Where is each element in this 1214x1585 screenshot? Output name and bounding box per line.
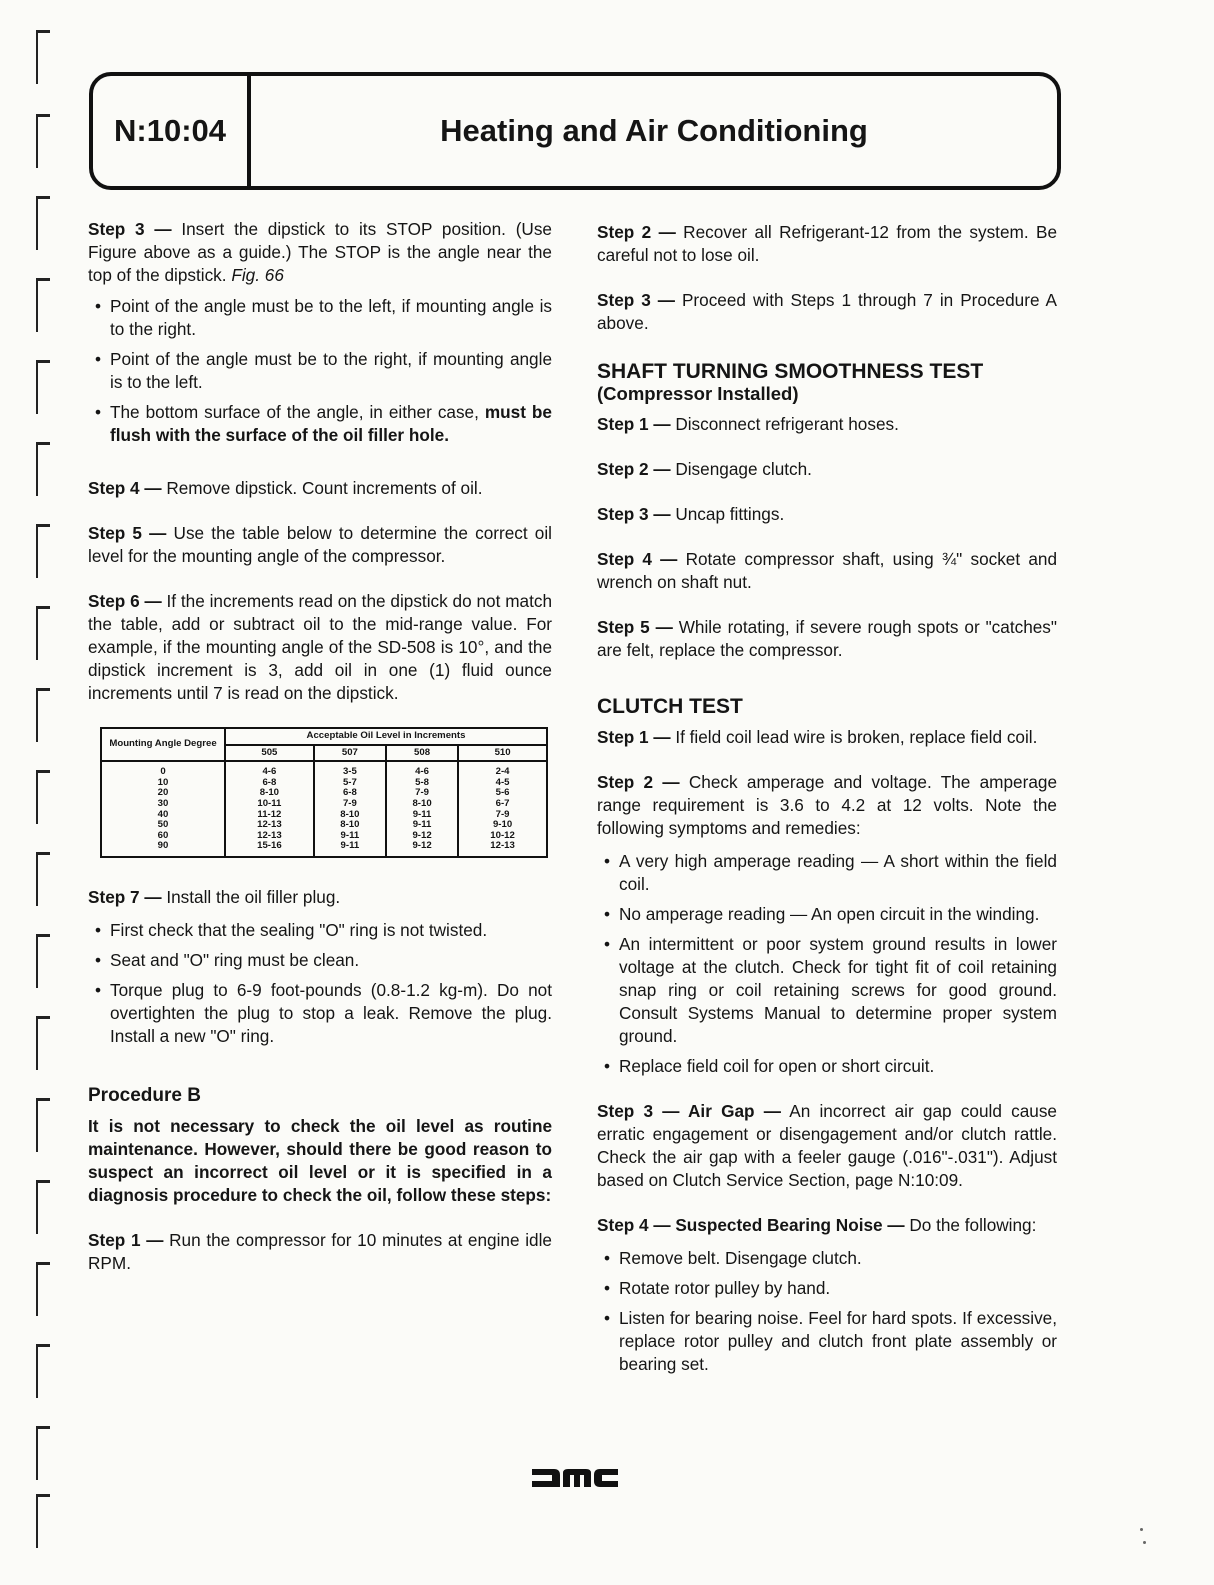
table-cell: 9-11 xyxy=(340,829,360,841)
step-3-paragraph xyxy=(88,218,552,287)
list-item: • First check that the sealing "O" ring is not twisted. xyxy=(88,919,552,942)
scan-speck xyxy=(1143,1541,1146,1544)
bullet-emphasis: must be flush with the surface of the oil filler hole. xyxy=(110,402,552,445)
shaft-step-2 xyxy=(597,458,1057,481)
clutch-step-2-bullets xyxy=(597,850,1057,1078)
table-row xyxy=(101,761,547,857)
step-text: Rotate compressor shaft, using ¾" socket and wrench on shaft nut. xyxy=(597,549,1058,592)
step-label: Step 5 — xyxy=(88,523,167,543)
table-cell: 5-6 xyxy=(495,787,510,799)
table-cell: 8-10 xyxy=(412,797,432,809)
binder-mark xyxy=(32,442,50,496)
binder-mark xyxy=(32,1016,50,1070)
shaft-step-3 xyxy=(597,503,1057,526)
step-text: Check amperage and voltage. The amperage range requirement is 3.6 to 4.2 at 12 volts. Note the following symptoms and remedies: xyxy=(597,772,1058,838)
step-text: Disconnect refrigerant hoses. xyxy=(675,414,899,434)
clutch-step-2 xyxy=(597,771,1057,840)
table-cell: 2-4 xyxy=(495,766,510,778)
step-label: Step 4 — xyxy=(88,478,162,498)
step-label: Step 1 — xyxy=(597,414,671,434)
table-cell: 4-6 xyxy=(262,766,277,778)
table-cell: 9-11 xyxy=(340,840,360,852)
binder-mark xyxy=(32,1180,50,1234)
list-item: • Replace field coil for open or short circuit. xyxy=(597,1055,1057,1078)
binder-mark xyxy=(32,688,50,742)
table-cell: 6-8 xyxy=(262,776,277,788)
table-cell: 10-11 xyxy=(257,797,282,809)
section-heading: SHAFT TURNING SMOOTHNESS TEST xyxy=(597,360,984,383)
table-cell: 8-10 xyxy=(259,787,279,799)
step-4-paragraph xyxy=(88,477,552,500)
shaft-step-1 xyxy=(597,413,1057,436)
section-code: N:10:04 xyxy=(93,76,251,186)
clutch-test-heading: CLUTCH TEST xyxy=(597,695,743,718)
table-cell: 20 xyxy=(157,787,169,799)
table-cell: 9-11 xyxy=(412,819,432,831)
list-item: • Point of the angle must be to the left, if mounting angle is to the right. xyxy=(88,295,552,341)
step-label: Step 4 — xyxy=(597,549,678,569)
step-text: Recover all Refrigerant-12 from the system. Be careful not to lose oil. xyxy=(597,222,1058,265)
level-column-505 xyxy=(225,761,314,857)
step-text: Uncap fittings. xyxy=(675,504,785,524)
table-cell: 9-12 xyxy=(412,840,432,852)
angle-column xyxy=(101,761,225,857)
procedure-b-heading: Procedure B xyxy=(88,1084,201,1106)
table-cell: 4-6 xyxy=(415,766,429,778)
table-cell: 9-10 xyxy=(492,819,513,831)
table-cell: 9-12 xyxy=(412,829,432,841)
step-text: If the increments read on the dipstick do not match the table, add or subtract oil to the mid-range value. For example, if the mounting angle of the SD-508 is 10°, and the dipstick increment is 3, add oil in one (1) fluid ounce increments until 7 is read on the dipstick. xyxy=(88,591,553,703)
procedure-b-intro: It is not necessary to check the oil level as routine maintenance. However, should there be good reason to suspect an incorrect oil level or it is specified in a diagnosis procedure to check the oil, follow these steps: xyxy=(88,1115,552,1205)
table-cell: 10-12 xyxy=(490,829,515,841)
binder-mark xyxy=(32,1098,50,1152)
step-text: Run the compressor for 10 minutes at engine idle RPM. xyxy=(88,1229,552,1273)
table-cell: 10 xyxy=(157,776,169,788)
step-label: Step 3 — xyxy=(597,290,675,310)
table-cell: 8-10 xyxy=(340,808,360,820)
binder-mark xyxy=(32,1262,50,1316)
table-header-angle: Mounting Angle Degree xyxy=(101,728,225,761)
table-cell: 12-13 xyxy=(490,840,515,852)
step-label: Step 2 — xyxy=(597,772,680,792)
binder-mark xyxy=(32,196,50,250)
table-cell: 0 xyxy=(160,766,166,778)
step-label: Step 7 — xyxy=(88,886,162,907)
binder-mark xyxy=(32,770,50,824)
clutch-step-3 xyxy=(597,1100,1057,1192)
table-cell: 50 xyxy=(157,819,169,831)
table-cell: 12-13 xyxy=(257,819,282,831)
list-item: • Listen for bearing noise. Feel for hard spots. If excessive, replace rotor pulley and clutch front plate assembly or bearing set. xyxy=(597,1307,1057,1376)
step-label: Step 1 — xyxy=(88,1229,164,1250)
step-label: Step 4 — Suspected Bearing Noise — xyxy=(597,1215,905,1235)
section-subheading: (Compressor Installed) xyxy=(597,383,799,404)
step-text: Remove dipstick. Count increments of oil. xyxy=(166,478,483,498)
table-cell: 7-9 xyxy=(495,808,510,820)
clutch-step-4-bullets xyxy=(597,1247,1057,1376)
step-text: Disengage clutch. xyxy=(675,459,812,479)
list-item: • No amperage reading — An open circuit in the winding. xyxy=(597,903,1057,926)
step-text: An incorrect air gap could cause erratic engagement or disengagement and/or clutch rattle. Check the air gap with a feeler gauge (.016"-.031"). Adjust based on Clutch Service Section, page N:10:09. xyxy=(597,1101,1057,1190)
bullet-text: The bottom surface of the angle, in either case, xyxy=(110,402,479,422)
step-3-paragraph xyxy=(597,289,1057,335)
list-item: • Remove belt. Disengage clutch. xyxy=(597,1247,1057,1270)
table-cell: 5-8 xyxy=(415,776,429,788)
step-text: Install the oil filler plug. xyxy=(166,886,341,907)
scan-speck xyxy=(1140,1528,1143,1531)
step-text: If field coil lead wire is broken, replace field coil. xyxy=(675,727,1038,747)
shaft-step-5 xyxy=(597,616,1057,662)
table-cell: 11-12 xyxy=(257,808,282,820)
step-5-paragraph xyxy=(88,522,552,568)
list-item: • A very high amperage reading — A short within the field coil. xyxy=(597,850,1057,896)
step-label: Step 2 — xyxy=(597,222,676,242)
step-label: Step 1 — xyxy=(597,727,671,747)
table-cell: 9-11 xyxy=(412,808,432,820)
page-header xyxy=(89,72,1061,190)
step-6-paragraph xyxy=(88,590,552,705)
table-cell: 15-16 xyxy=(257,840,282,852)
step-label: Step 2 — xyxy=(597,459,671,479)
table-cell: 7-9 xyxy=(415,787,429,799)
list-item xyxy=(88,401,552,447)
binder-mark xyxy=(32,1426,50,1480)
binder-mark xyxy=(32,606,50,660)
step-label: Step 6 — xyxy=(88,591,162,611)
step-text: Proceed with Steps 1 through 7 in Procedure A above. xyxy=(597,290,1057,333)
binder-mark xyxy=(32,524,50,578)
list-item: • An intermittent or poor system ground results in lower voltage at the clutch. Check for tight fit of coil retaining snap ring or coil retaining screws for good ground. Consult Systems Manual to determine proper system ground. xyxy=(597,933,1057,1048)
step-7-paragraph xyxy=(88,886,552,909)
list-item: • Rotate rotor pulley by hand. xyxy=(597,1277,1057,1300)
step-label: Step 3 — Air Gap — xyxy=(597,1101,781,1121)
table-cell: 30 xyxy=(157,797,169,809)
table-cell: 60 xyxy=(157,829,169,841)
left-column xyxy=(88,218,552,1297)
procedure-b-step-1 xyxy=(88,1229,552,1275)
table-cell: 90 xyxy=(157,840,169,852)
figure-reference: Fig. 66 xyxy=(231,265,284,285)
table-cell: 6-8 xyxy=(342,787,357,799)
step-label: Step 3 — xyxy=(88,219,172,239)
table-cell: 8-10 xyxy=(340,819,360,831)
step-text: Use the table below to determine the correct oil level for the mounting angle of the compressor. xyxy=(88,523,553,566)
level-column-507 xyxy=(314,761,386,857)
binder-mark xyxy=(32,1344,50,1398)
table-cell: 5-7 xyxy=(342,776,357,788)
table-header-group: Acceptable Oil Level in Increments xyxy=(225,728,547,745)
right-column xyxy=(597,221,1057,1398)
dmc-logo xyxy=(530,1463,620,1493)
list-item: • Point of the angle must be to the right, if mounting angle is to the left. xyxy=(88,348,552,394)
step-2-paragraph xyxy=(597,221,1057,267)
clutch-step-1 xyxy=(597,726,1057,749)
table-header-model: 505 xyxy=(225,745,314,762)
page-title: Heating and Air Conditioning xyxy=(440,113,868,148)
binder-mark xyxy=(32,360,50,414)
binder-margin-marks xyxy=(32,30,56,1570)
step-text: Insert the dipstick to its STOP position. (Use Figure above as a guide.) The STOP is the angle near the top of the dipstick. xyxy=(88,219,552,285)
level-column-508 xyxy=(386,761,458,857)
table-cell: 6-7 xyxy=(495,797,510,809)
level-column-510 xyxy=(458,761,547,857)
binder-mark xyxy=(32,114,50,168)
table-cell: 7-9 xyxy=(342,797,357,809)
clutch-step-4 xyxy=(597,1214,1057,1237)
step-text: While rotating, if severe rough spots or "catches" are felt, replace the compressor. xyxy=(597,617,1058,660)
binder-mark xyxy=(32,1494,50,1548)
binder-mark xyxy=(32,934,50,988)
step-label: Step 5 — xyxy=(597,617,673,637)
list-item: • Seat and "O" ring must be clean. xyxy=(88,949,552,972)
shaft-step-4 xyxy=(597,548,1057,594)
shaft-test-heading xyxy=(597,361,1057,405)
step-text: Do the following: xyxy=(909,1215,1037,1235)
step-label: Step 3 — xyxy=(597,504,671,524)
table-header-model: 510 xyxy=(458,745,547,762)
list-item: • Torque plug to 6-9 foot-pounds (0.8-1.2 kg-m). Do not overtighten the plug to stop a leak. Remove the plug. Install a new "O" ring. xyxy=(88,979,552,1048)
oil-level-table xyxy=(100,727,548,858)
table-header-model: 507 xyxy=(314,745,386,762)
table-header-model: 508 xyxy=(386,745,458,762)
table-cell: 4-5 xyxy=(495,776,510,788)
table-cell: 40 xyxy=(157,808,169,820)
table-cell: 3-5 xyxy=(342,766,357,778)
step-3-bullets xyxy=(88,295,552,447)
binder-mark xyxy=(32,852,50,906)
table-cell: 12-13 xyxy=(257,829,282,841)
step-7-bullets xyxy=(88,919,552,1048)
binder-mark xyxy=(32,30,50,84)
binder-mark xyxy=(32,278,50,332)
